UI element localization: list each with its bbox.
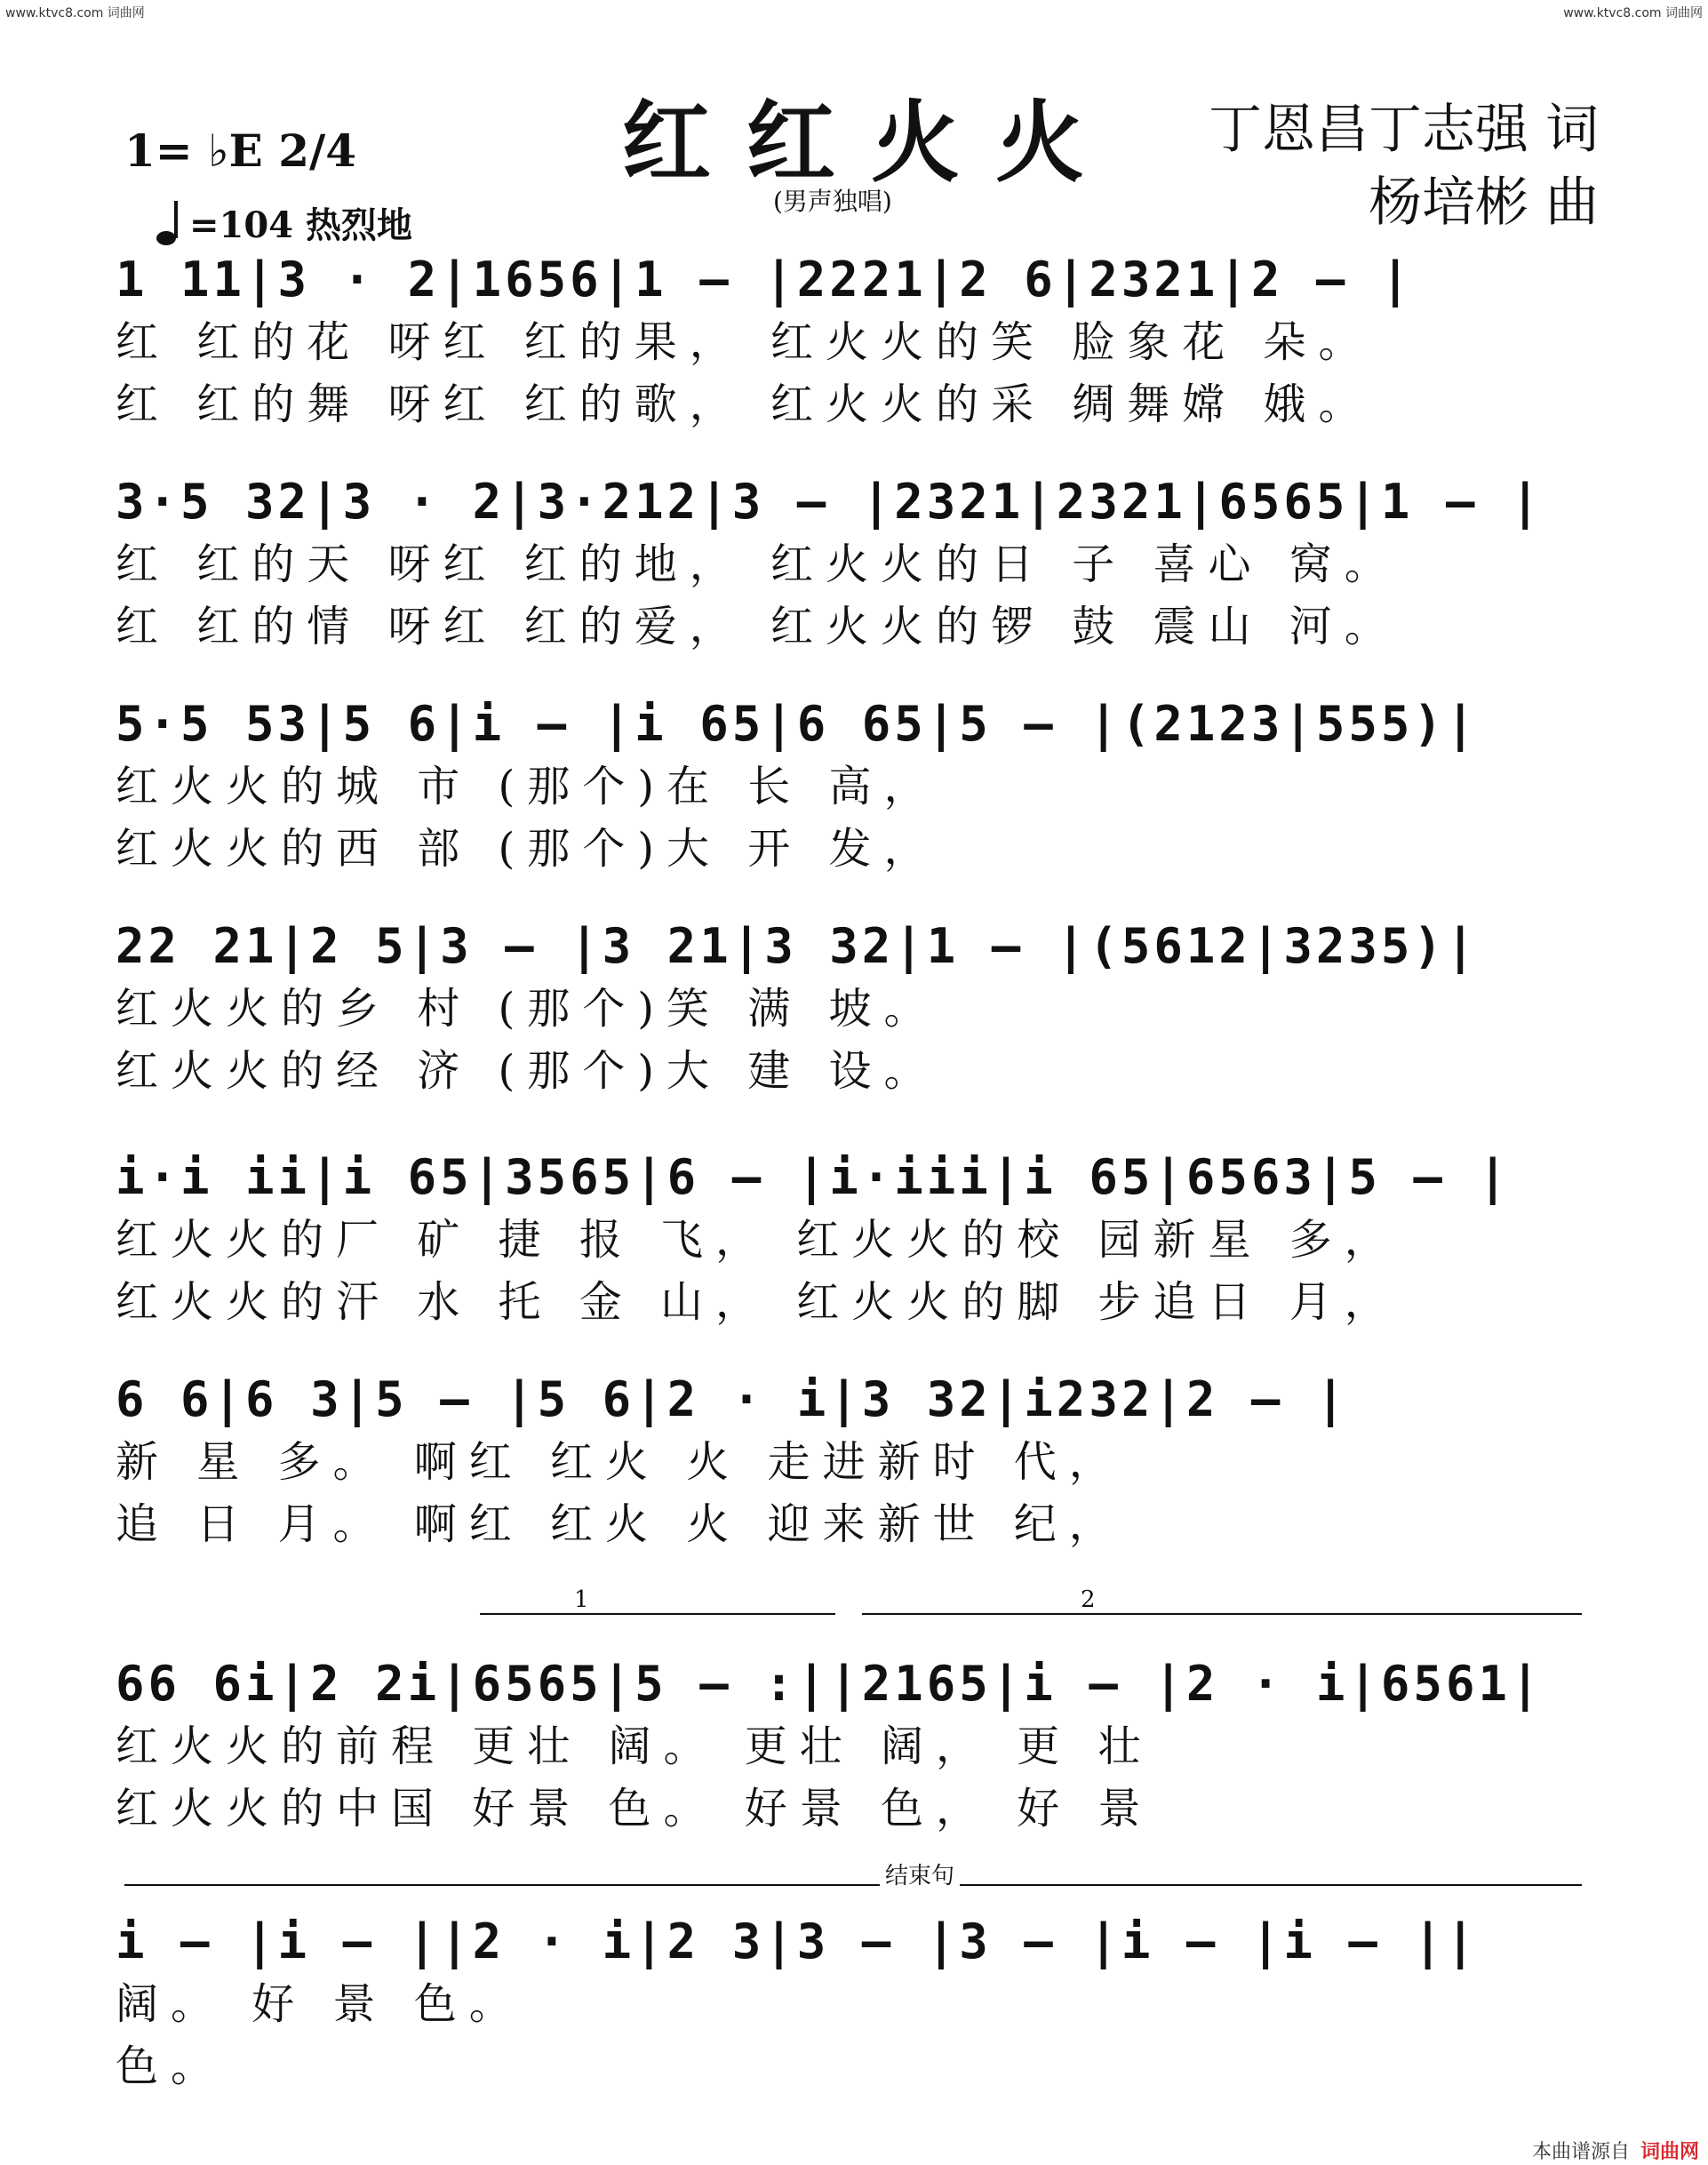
lyrics-verse-1: 新 星 多。 啊红 红火 火 走进新时 代， xyxy=(116,1437,1124,1487)
lyrics-verse-2: 红 红的情 呀红 红的爱， 红火火的锣 鼓 震山 河。 xyxy=(116,602,1400,651)
notation-line: i — |i — ||2 · i|2 3|3 — |3 — |i — |i — || xyxy=(116,1913,1479,1969)
notation-line: 6 6|6 3|5 — |5 6|2 · i|3 32|i232|2 — | xyxy=(116,1371,1349,1427)
song-title: 红红火火 xyxy=(622,90,1120,195)
composer: 杨培彬 曲 xyxy=(1369,172,1600,234)
credits xyxy=(1209,93,1599,239)
lyrics-verse-1: 阔。 好 景 色。 xyxy=(116,1979,524,2029)
volta-bracket-2 xyxy=(862,1586,1582,1615)
notation-line: 3·5 32|3 · 2|3·212|3 — |2321|2321|6565|1 — | xyxy=(116,474,1544,530)
tempo-marking xyxy=(156,197,412,248)
lyrics-verse-2: 色。 xyxy=(116,2041,227,2091)
footer-brand-logo[interactable]: 词曲网 xyxy=(1640,2141,1699,2163)
lyrics-verse-2: 红火火的经 济 (那个)大 建 设。 xyxy=(116,1046,939,1096)
lyrics-verse-2: 红火火的中国 好景 色。 好景 色， 好 景 xyxy=(116,1784,1153,1833)
ending-label: 结束句 xyxy=(880,1857,960,1890)
notation-line: i·i ii|i 65|3565|6 — |i·iii|i 65|6563|5 — | xyxy=(116,1149,1511,1205)
score-row xyxy=(116,249,1591,435)
score-row xyxy=(116,915,1591,1102)
lyrics-verse-1: 红火火的厂 矿 捷 报 飞， 红火火的校 园新星 多， xyxy=(116,1215,1400,1265)
tempo-text: =104 热烈地 xyxy=(189,204,412,246)
song-subtitle: (男声独唱) xyxy=(773,187,892,216)
lyrics-verse-2: 红火火的汗 水 托 金 山， 红火火的脚 步追日 月， xyxy=(116,1277,1400,1327)
notation-line: 5·5 53|5 6|i — |i 65|6 65|5 — |(2123|555)| xyxy=(116,696,1479,752)
volta-number-2: 2 xyxy=(1075,1586,1101,1613)
source-url-left: www.ktvc8.com 词曲网 xyxy=(5,6,145,20)
lyrics-verse-2: 追 日 月。 啊红 红火 火 迎来新世 纪， xyxy=(116,1499,1124,1549)
lyrics-verse-1: 红火火的前程 更壮 阔。 更壮 阔， 更 壮 xyxy=(116,1722,1153,1771)
score-row xyxy=(116,1146,1591,1333)
lyrics-verse-1: 红火火的乡 村 (那个)笑 满 坡。 xyxy=(116,984,939,1034)
score-row xyxy=(116,1911,1591,2097)
footer xyxy=(1532,2137,1699,2164)
notation-line: 1 11|3 · 2|1656|1 — |2221|2 6|2321|2 — | xyxy=(116,252,1414,308)
score-row xyxy=(116,471,1591,658)
lyrics-verse-2: 红 红的舞 呀红 红的歌， 红火火的采 绸舞嫦 娥。 xyxy=(116,379,1374,429)
score-row xyxy=(116,1653,1591,1840)
volta-bracket-1 xyxy=(480,1586,835,1615)
quarter-note-icon xyxy=(156,199,180,247)
lyricist: 丁恩昌丁志强 词 xyxy=(1209,99,1600,161)
lyrics-verse-2: 红火火的西 部 (那个)大 开 发， xyxy=(116,824,939,874)
key-signature: 1= ♭E 2/4 xyxy=(124,124,357,177)
score-row xyxy=(116,1369,1591,1555)
notation-line: 22 21|2 5|3 — |3 21|3 32|1 — |(5612|3235)| xyxy=(116,918,1479,974)
lyrics-verse-1: 红火火的城 市 (那个)在 长 高， xyxy=(116,762,939,811)
source-url-right: www.ktvc8.com 词曲网 xyxy=(1563,6,1703,20)
footer-source-text: 本曲谱源自 xyxy=(1531,2141,1630,2163)
lyrics-verse-1: 红 红的天 呀红 红的地， 红火火的日 子 喜心 窝。 xyxy=(116,539,1400,589)
score-row xyxy=(116,693,1591,880)
lyrics-verse-1: 红 红的花 呀红 红的果， 红火火的笑 脸象花 朵。 xyxy=(116,317,1374,367)
ending-bracket xyxy=(124,1863,1582,1889)
volta-number-1: 1 xyxy=(569,1586,595,1613)
notation-line: 66 6i|2 2i|6565|5 — :||2165|i — |2 · i|6561| xyxy=(116,1656,1544,1712)
